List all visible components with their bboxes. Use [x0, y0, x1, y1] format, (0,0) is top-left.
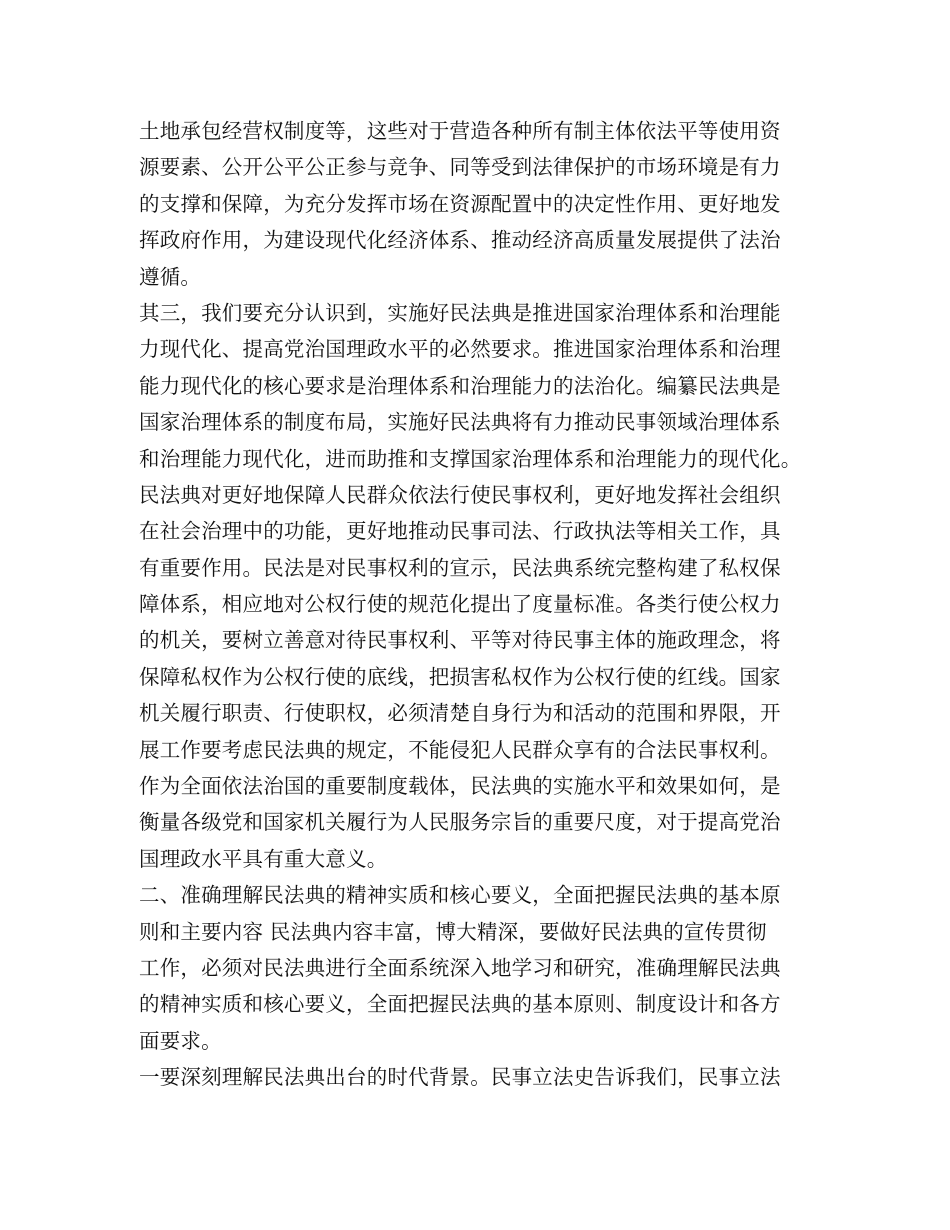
text-line: 在社会治理中的功能，更好地推动民事司法、行政执法等相关工作，具 [139, 519, 781, 544]
text-line: 民法典对更好地保障人民群众依法行使民事权利，更好地发挥社会组织 [139, 482, 781, 507]
text-line: 国理政水平具有重大意义。 [139, 846, 388, 871]
text-line: 展工作要考虑民法典的规定，不能侵犯人民群众享有的合法民事权利。 [139, 737, 781, 762]
text-line: 二、准确理解民法典的精神实质和核心要义，全面把握民法典的基本原 [139, 883, 781, 908]
text-line: 土地承包经营权制度等，这些对于营造各种所有制主体依法平等使用资 [139, 119, 781, 143]
text-line: 作为全面依法治国的重要制度载体，民法典的实施水平和效果如何，是 [139, 774, 781, 799]
text-line: 的支撑和保障，为充分发挥市场在资源配置中的决定性作用、更好地发 [139, 191, 781, 216]
text-line: 源要素、公开公平公正参与竞争、同等受到法律保护的市场环境是有力 [139, 155, 781, 180]
text-line: 保障私权作为公权行使的底线，把损害私权作为公权行使的红线。国家 [139, 664, 781, 689]
body-text [139, 113, 839, 1096]
text-line: 能力现代化的核心要求是治理体系和治理能力的法治化。编纂民法典是 [139, 373, 781, 398]
text-line: 则和主要内容 民法典内容丰富，博大精深，要做好民法典的宣传贯彻 [139, 919, 767, 944]
text-line: 工作，必须对民法典进行全面系统深入地学习和研究，准确理解民法典 [139, 955, 781, 980]
text-line: 的精神实质和核心要义，全面把握民法典的基本原则、制度设计和各方 [139, 992, 781, 1017]
text-line: 遵循。 [139, 264, 202, 289]
text-line: 障体系，相应地对公权行使的规范化提出了度量标准。各类行使公权力 [139, 592, 781, 617]
text-line: 衡量各级党和国家机关履行为人民服务宗旨的重要尺度，对于提高党治 [139, 810, 781, 835]
text-line: 机关履行职责、行使职权，必须清楚自身行为和活动的范围和界限，开 [139, 701, 781, 726]
text-line: 国家治理体系的制度布局，实施好民法典将有力推动民事领域治理体系 [139, 410, 781, 435]
text-line: 和治理能力现代化，进而助推和支撑国家治理体系和治理能力的现代化。 [139, 446, 802, 471]
text-line: 的机关，要树立善意对待民事权利、平等对待民事主体的施政理念，将 [139, 628, 781, 653]
text-line: 力现代化、提高党治国理政水平的必然要求。推进国家治理体系和治理 [139, 337, 781, 362]
text-line: 其三，我们要充分认识到，实施好民法典是推进国家治理体系和治理能 [139, 300, 781, 325]
text-line: 挥政府作用，为建设现代化经济体系、推动经济高质量发展提供了法治 [139, 228, 781, 253]
text-line: 有重要作用。民法是对民事权利的宣示，民法典系统完整构建了私权保 [139, 555, 781, 580]
text-line: 面要求。 [139, 1028, 222, 1053]
text-line: 一要深刻理解民法典出台的时代背景。民事立法史告诉我们，民事立法 [139, 1065, 781, 1090]
